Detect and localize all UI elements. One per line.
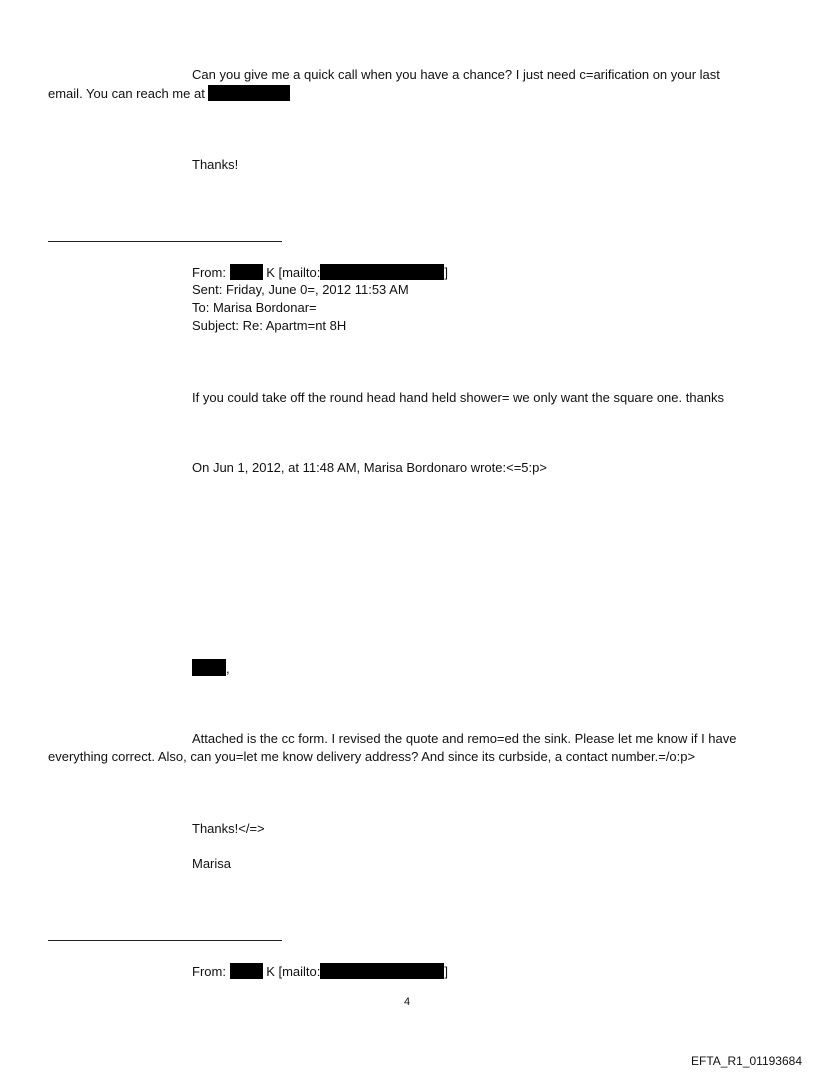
from-mailto: K [mailto: [266,265,321,280]
separator-line [48,940,282,941]
sent-line: Sent: Friday, June 0=, 2012 11:53 AM [192,282,409,297]
from-label: From: [192,265,226,280]
redaction-box [230,264,263,280]
email-body-line: Attached is the cc form. I revised the quote and remo=ed the sink. Please let me know if I have [192,731,737,746]
from-mailto: K [mailto: [266,964,321,979]
from-line [192,963,448,980]
redaction-box [208,85,290,101]
from-close: ] [444,265,449,280]
email-body-line: If you could take off the round head hand held shower= we only want the square one. thanks [192,390,725,405]
redaction-box [192,659,226,676]
to-line: To: Marisa Bordonar= [192,300,317,315]
separator-line [48,241,282,242]
redaction-box [320,963,444,979]
subject-line: Subject: Re: Apartm=nt 8H [192,318,347,333]
email-body-line [48,85,290,102]
salutation-line [192,659,230,677]
document-id-footer: EFTA_R1_01193684 [691,1054,802,1068]
quote-intro-line: On Jun 1, 2012, at 11:48 AM, Marisa Bordonaro wrote:<=5:p> [192,460,547,475]
from-close: ] [444,964,449,979]
from-line [192,264,448,281]
redaction-box [320,264,444,280]
email-body-line: Can you give me a quick call when you have a chance? I just need c=arification on your last [192,67,720,82]
from-label: From: [192,964,226,979]
email-body-line: everything correct. Also, can you=let me know delivery address? And since its curbside, a contact number.=/o:p> [48,749,696,764]
thanks-text: Thanks! [192,157,239,172]
page-number: 4 [404,996,411,1008]
redaction-box [230,963,263,979]
signature-text: Marisa [192,856,232,871]
salutation-comma: , [226,661,230,676]
thanks-text: Thanks!</=> [192,821,265,836]
email-body-text: email. You can reach me at [48,86,205,101]
